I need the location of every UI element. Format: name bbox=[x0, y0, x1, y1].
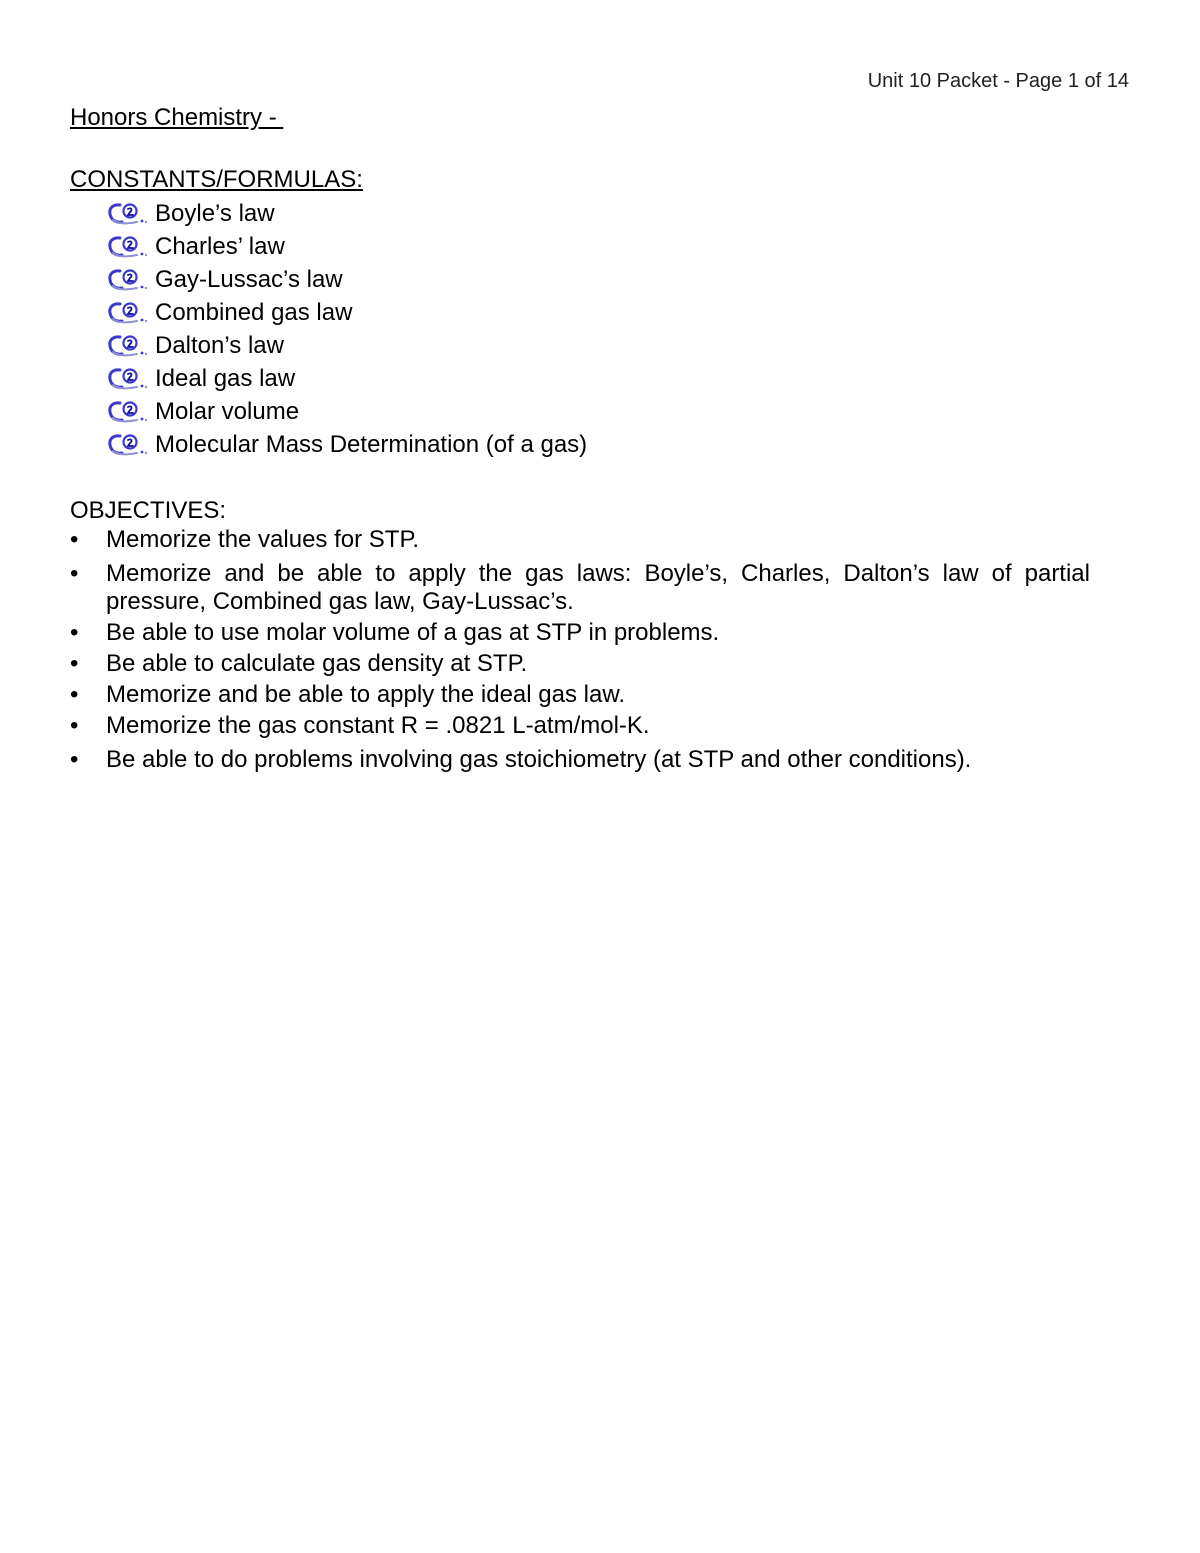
document-title: Honors Chemistry - bbox=[70, 104, 284, 131]
constants-list bbox=[107, 197, 587, 461]
objectives-heading: OBJECTIVES: bbox=[70, 497, 227, 524]
chemistry-swirl-icon bbox=[107, 300, 151, 326]
bullet-icon: • bbox=[70, 746, 79, 773]
chemistry-swirl-icon bbox=[107, 366, 151, 392]
bullet-icon: • bbox=[70, 619, 79, 646]
list-item-label: Be able to calculate gas density at STP. bbox=[106, 650, 528, 677]
bullet-icon: • bbox=[70, 712, 79, 739]
list-item bbox=[70, 619, 1090, 647]
list-item-label: Memorize and be able to apply the gas laws: Boyle’s, Charles, Dalton’s law of partial pressure, Combined gas law, Gay-Lussac’s. bbox=[106, 560, 1090, 615]
list-item-label: Memorize the gas constant R = .0821 L-atm/mol-K. bbox=[106, 712, 650, 739]
list-item bbox=[70, 681, 1090, 709]
list-item bbox=[70, 560, 1090, 616]
page-number-header: Unit 10 Packet - Page 1 of 14 bbox=[867, 70, 1129, 92]
chemistry-swirl-icon bbox=[107, 432, 151, 458]
bullet-icon: • bbox=[70, 681, 79, 708]
chemistry-swirl-icon bbox=[107, 267, 151, 293]
list-item bbox=[107, 197, 587, 230]
chemistry-swirl-icon bbox=[107, 333, 151, 359]
list-item bbox=[70, 746, 981, 774]
list-item-label: Be able to do problems involving gas stoichiometry (at STP and other conditions). bbox=[106, 746, 972, 773]
list-item-label: Charles’ law bbox=[155, 232, 285, 260]
bullet-icon: • bbox=[70, 650, 79, 677]
list-item-label: Gay-Lussac’s law bbox=[155, 265, 343, 293]
list-item-label: Memorize the values for STP. bbox=[106, 526, 420, 553]
list-item bbox=[107, 329, 587, 362]
list-item-label: Be able to use molar volume of a gas at STP in problems. bbox=[106, 619, 720, 646]
list-item-label: Memorize and be able to apply the ideal gas law. bbox=[106, 681, 625, 708]
bullet-icon: • bbox=[70, 526, 79, 553]
list-item bbox=[107, 395, 587, 428]
list-item bbox=[107, 428, 587, 461]
list-item bbox=[107, 263, 587, 296]
list-item bbox=[70, 712, 1090, 740]
list-item bbox=[107, 296, 587, 329]
chemistry-swirl-icon bbox=[107, 201, 151, 227]
list-item bbox=[70, 526, 1090, 554]
list-item bbox=[107, 230, 587, 263]
list-item-label: Molar volume bbox=[155, 397, 300, 425]
list-item bbox=[107, 362, 587, 395]
list-item-label: Ideal gas law bbox=[155, 364, 296, 392]
objectives-list bbox=[70, 526, 1090, 777]
list-item-label: Combined gas law bbox=[155, 298, 353, 326]
list-item bbox=[70, 650, 1090, 678]
constants-heading: CONSTANTS/FORMULAS: bbox=[70, 166, 363, 193]
bullet-icon: • bbox=[70, 560, 79, 587]
list-item-label: Dalton’s law bbox=[155, 331, 284, 359]
list-item-label: Boyle’s law bbox=[155, 199, 275, 227]
list-item-label: Molecular Mass Determination (of a gas) bbox=[155, 430, 588, 458]
chemistry-swirl-icon bbox=[107, 234, 151, 260]
chemistry-swirl-icon bbox=[107, 399, 151, 425]
